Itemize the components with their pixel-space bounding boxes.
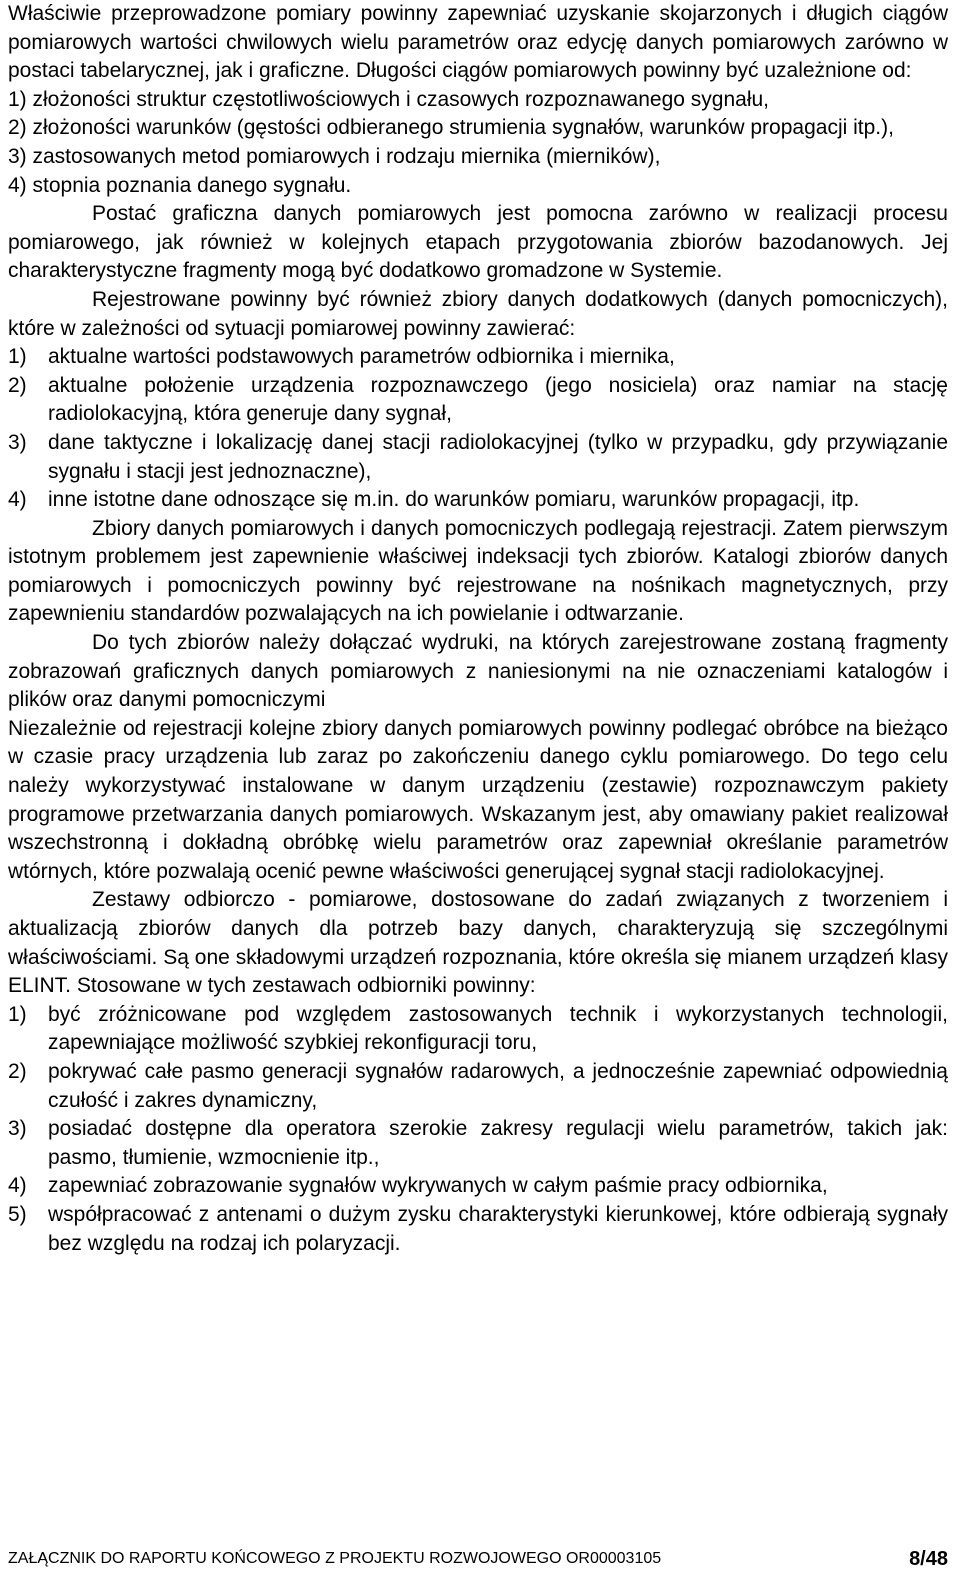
list-item [8,1115,948,1172]
list-text: aktualne wartości podstawowych parametrów odbiornika i miernika, [48,345,675,369]
paragraph-graphic-form: Postać graficzna danych pomiarowych jest pomocna zarówno w realizacji procesu pomiarowego, jak również w kolejnych etapach przygotowania zbiorów bazodanowych. Jej charakterystyczne fragmenty mogą być dodatkowo gromadzone w Systemie. [8,202,948,283]
list-number: 2) [8,373,27,397]
auxiliary-data-list [8,343,948,515]
list-item [8,1058,948,1115]
list-text: współpracować z antenami o dużym zysku charakterystyki kierunkowej, które odbierają sygnały bez względu na rodzaj ich polaryzacji. [48,1202,948,1255]
list-text: dane taktyczne i lokalizację danej stacji radiolokacyjnej (tylko w przypadku, gdy przywiązanie sygnału i stacji jest jednoznaczne), [48,430,948,483]
list-item: 3) zastosowanych metod pomiarowych i rodzaju miernika (mierników), [8,144,661,168]
list-text: pokrywać całe pasmo generacji sygnałów radarowych, a jednocześnie zapewniać odpowiednią czułość i zakres dynamiczny, [48,1059,948,1112]
document-page [8,0,948,1258]
list-text: być zróżnicowane pod względem zastosowanych technik i wykorzystanych technologii, zapewniające możliwość szybkiej rekonfiguracji toru, [48,1002,948,1055]
list-item: 1) złożoności struktur częstotliwościowych i czasowych rozpoznawanego sygnału, [8,87,770,111]
list-item [8,1001,948,1058]
page-number: 8/48 [909,1548,948,1570]
paragraph-processing: Niezależnie od rejestracji kolejne zbiory danych pomiarowych powinny podlegać obróbce na bieżąco w czasie pracy urządzenia lub zaraz po zakończeniu danego cyklu pomiarowego. Do tego celu należy wykorzystywać instalowane w danym urządzeniu (zestawie) rozpoznawczym pakiety programowe przetwarzania danych pomiarowych. Wskazanym jest, aby omawiany pakiet realizował wszechstronną i dokładną obróbkę wielu parametrów oraz zapewniał określanie parametrów wtórnych, które pozwalają ocenić pewne właściwości generującej sygnał stacji radiolokacyjnej. [8,716,948,883]
paragraph-intro: Właściwie przeprowadzone pomiary powinny zapewniać uzyskanie skojarzonych i długich ciągów pomiarowych wartości chwilowych wielu parametrów oraz edycję danych pomiarowych zarówno w postaci tabelarycznej, jak i graficzne. Długości ciągów pomiarowych powinny być uzależnione od: [8,2,948,83]
list-item [8,486,948,515]
list-text: posiadać dostępne dla operatora szerokie zakresy regulacji wielu parametrów, takich jak: pasmo, tłumienie, wzmocnienie itp., [48,1117,948,1169]
list-item: 4) stopnia poznania danego sygnału. [8,173,352,197]
receiver-requirements-list [8,1001,948,1258]
paragraph-registration: Zbiory danych pomiarowych i danych pomocniczych podlegają rejestracji. Zatem pierwszym istotnym problemem jest zapewnienie właściwej indeksacji tych zbiorów. Katalogi zbiorów danych pomiarowych i pomocniczych powinny być rejestrowane na nośnikach magnetycznych, przy zapewnieniu standardów pozwalających na ich powielanie i odtwarzanie. [8,516,948,626]
list-number: 3) [8,1117,27,1141]
list-item [8,372,948,429]
list-number: 3) [8,430,27,454]
list-number: 4) [8,488,27,512]
list-number: 1) [8,345,27,369]
list-item [8,1201,948,1258]
list-number: 5) [8,1202,27,1226]
list-item: 2) złożoności warunków (gęstości odbieranego strumienia sygnałów, warunków propagacji itp.), [8,116,894,140]
footer-reference: ZAŁĄCZNIK DO RAPORTU KOŃCOWEGO Z PROJEKTU ROZWOJOWEGO OR00003105 [8,1550,662,1567]
paragraph-receiver-sets: Zestawy odbiorczo - pomiarowe, dostosowane do zadań związanych z tworzeniem i aktualizacją zbiorów danych dla potrzeb bazy danych, charakteryzują się szczególnymi właściwościami. Są one składowymi urządzeń rozpoznania, które określa się mianem urządzeń klasy ELINT. Stosowane w tych zestawach odbiorniki powinny: [8,888,948,998]
list-text: inne istotne dane odnoszące się m.in. do warunków pomiaru, warunków propagacji, itp. [48,488,860,512]
list-text: zapewniać zobrazowanie sygnałów wykrywanych w całym paśmie pracy odbiornika, [48,1174,828,1198]
list-item [8,429,948,486]
list-item [8,343,948,372]
dependency-list [8,86,948,200]
list-number: 1) [8,1002,27,1026]
list-number: 2) [8,1059,27,1083]
paragraph-printouts: Do tych zbiorów należy dołączać wydruki, na których zarejestrowane zostaną fragmenty zobrazowań graficznych danych pomiarowych z naniesionymi na nie oznaczeniami katalogów i plików oraz danymi pomocniczymi [8,631,948,712]
list-number: 4) [8,1174,27,1198]
list-text: aktualne położenie urządzenia rozpoznawczego (jego nosiciela) oraz namiar na stację radiolokacyjną, która generuje dany sygnał, [48,373,948,426]
page-footer [8,1548,948,1578]
list-item [8,1172,948,1201]
paragraph-auxiliary-data: Rejestrowane powinny być również zbiory danych dodatkowych (danych pomocniczych), które w zależności od sytuacji pomiarowej powinny zawierać: [8,287,948,340]
